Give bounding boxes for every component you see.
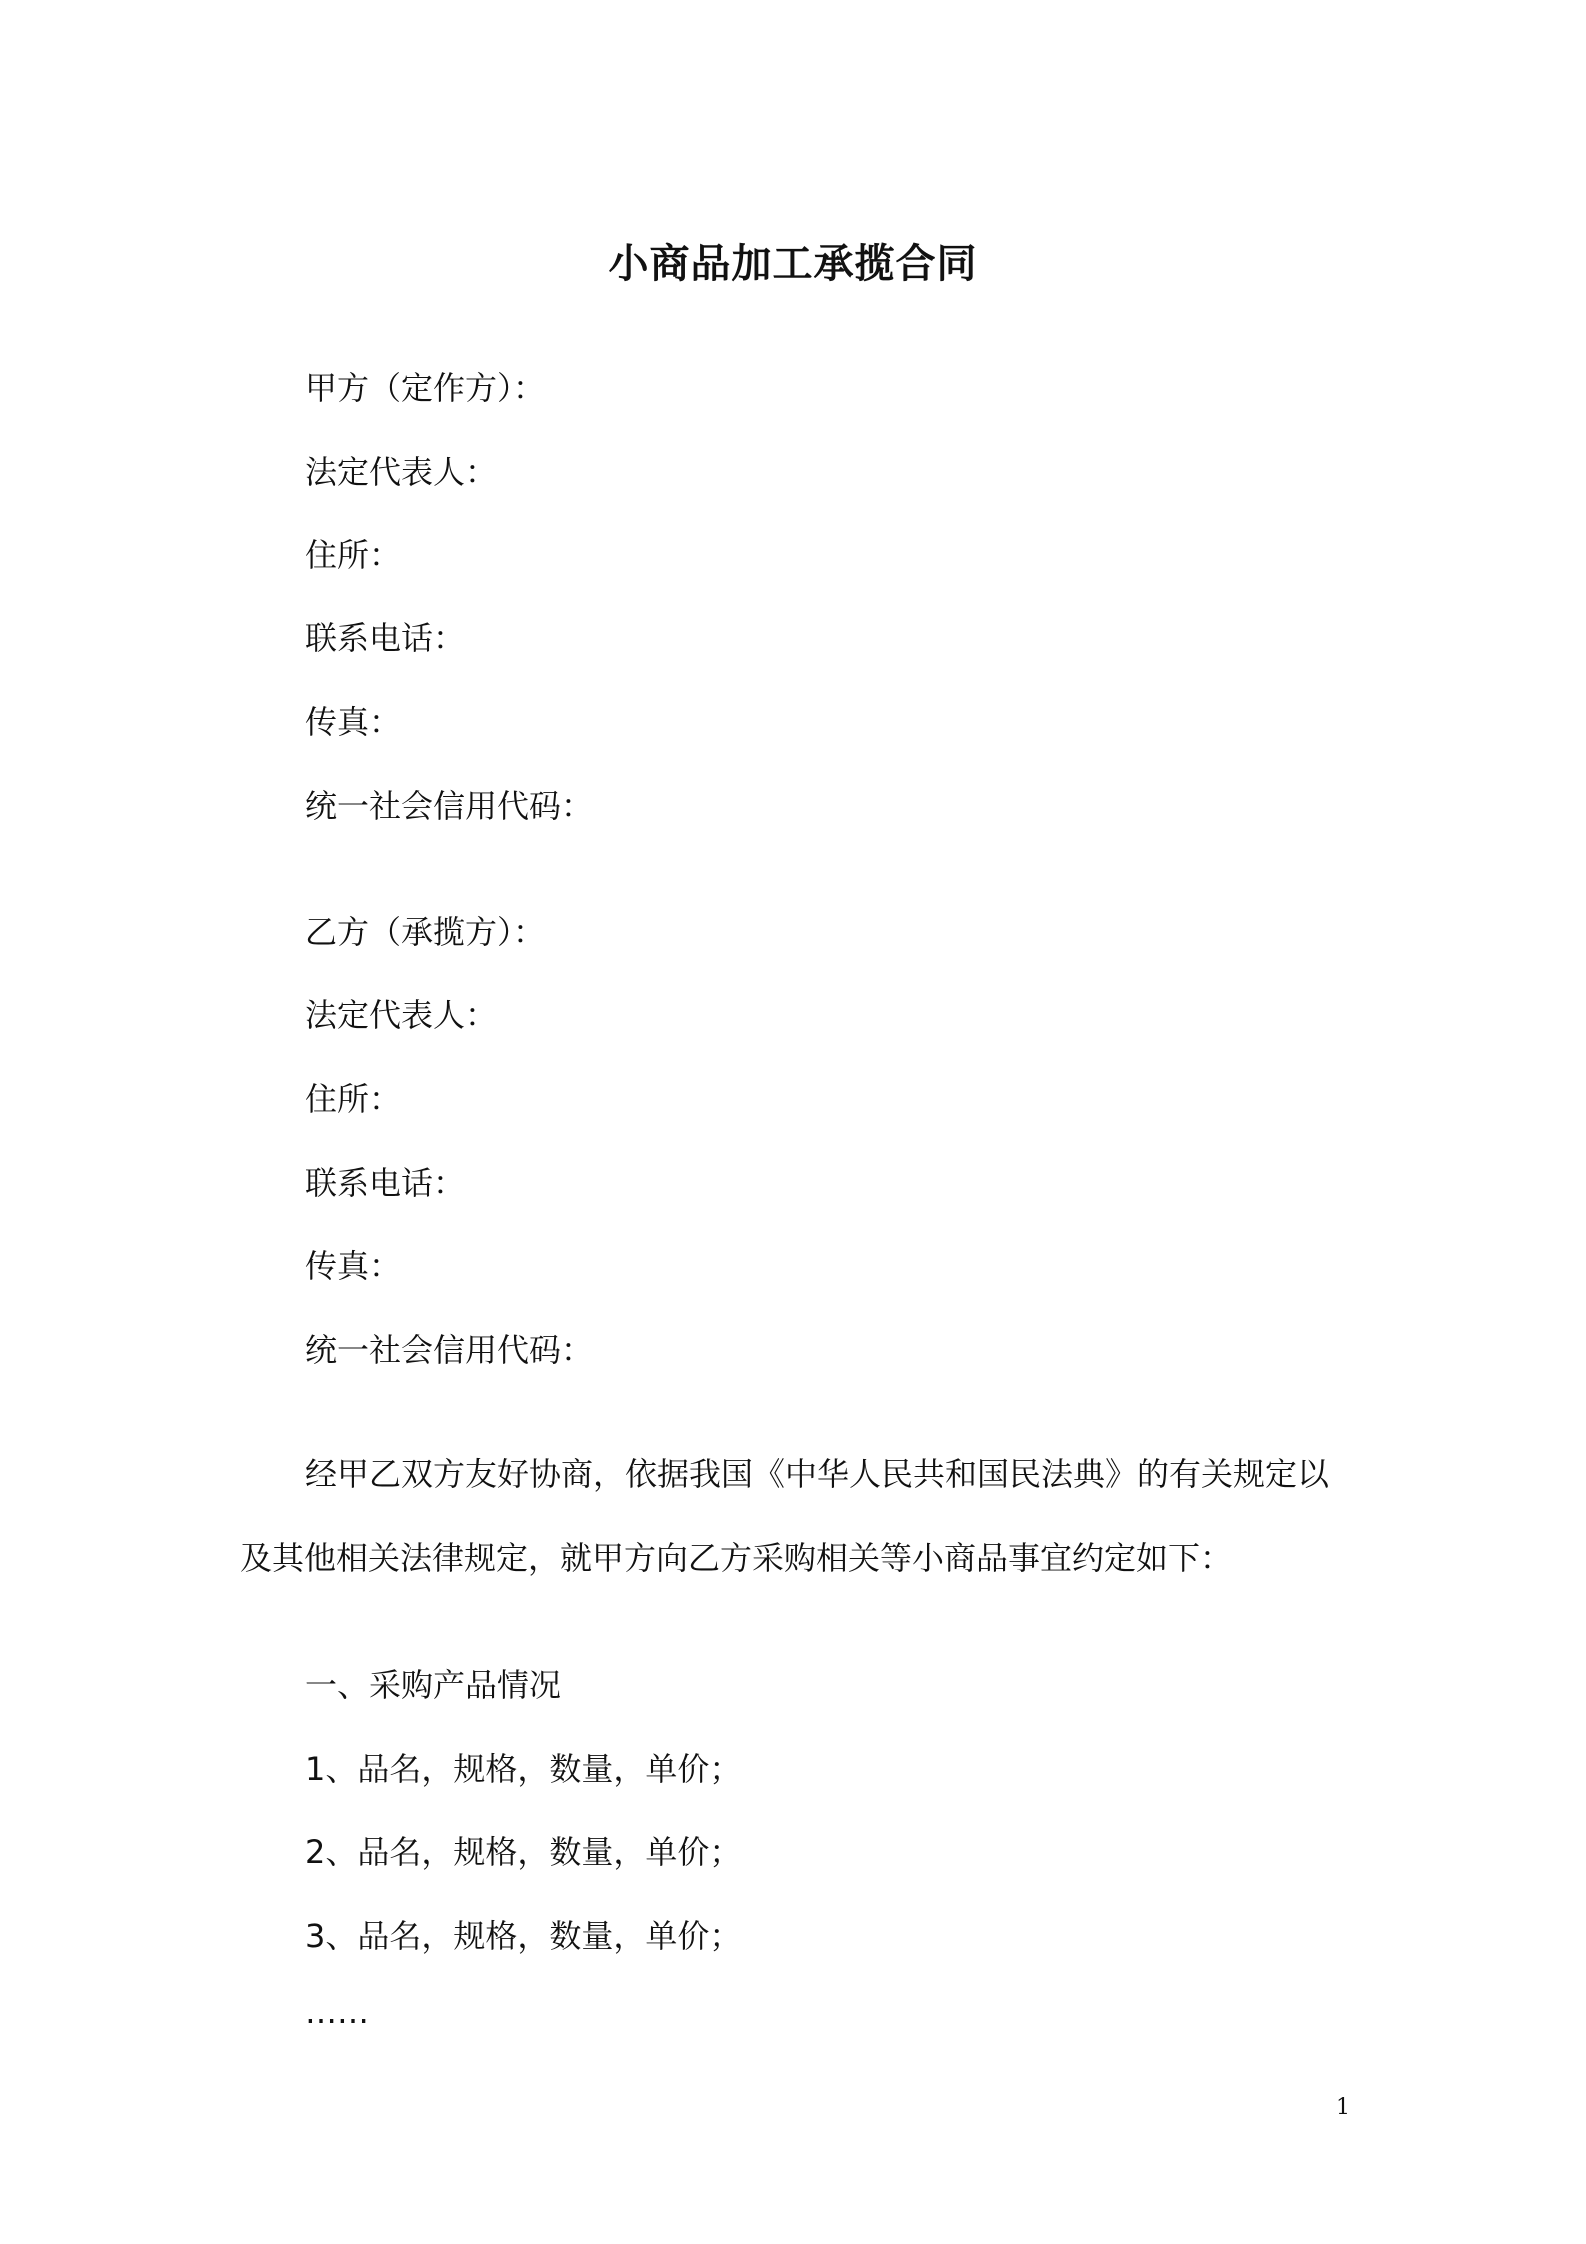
party-a-phone: 联系电话： <box>305 619 466 657</box>
party-a-fax: 传真： <box>305 703 402 741</box>
party-b-legal-rep: 法定代表人： <box>305 996 498 1034</box>
section-1-item: 3、品名，规格，数量，单价； <box>305 1917 742 1955</box>
page-number: 1 <box>1336 2095 1350 2120</box>
party-b-phone: 联系电话： <box>305 1164 466 1202</box>
party-a-credit-code: 统一社会信用代码： <box>305 787 594 825</box>
section-1-heading: 一、采购产品情况 <box>305 1666 562 1704</box>
section-1-item: 2、品名，规格，数量，单价； <box>305 1833 742 1871</box>
party-a-legal-rep: 法定代表人： <box>305 453 498 491</box>
section-1-ellipsis: …… <box>305 1993 369 2031</box>
party-b-credit-code: 统一社会信用代码： <box>305 1331 594 1369</box>
party-b-address: 住所： <box>305 1080 402 1118</box>
section-1-item: 1、品名，规格，数量，单价； <box>305 1750 742 1788</box>
party-b-fax: 传真： <box>305 1247 402 1285</box>
party-b-heading: 乙方（承揽方）： <box>305 913 546 951</box>
intro-paragraph: 经甲乙双方友好协商，依据我国《中华人民共和国民法典》的有关规定以及其他相关法律规定，就甲方向乙方采购相关等小商品事宜约定如下： <box>240 1455 1330 1577</box>
document-title: 小商品加工承揽合同 <box>608 241 978 287</box>
party-a-heading: 甲方（定作方）： <box>305 369 546 407</box>
party-a-address: 住所： <box>305 536 402 574</box>
